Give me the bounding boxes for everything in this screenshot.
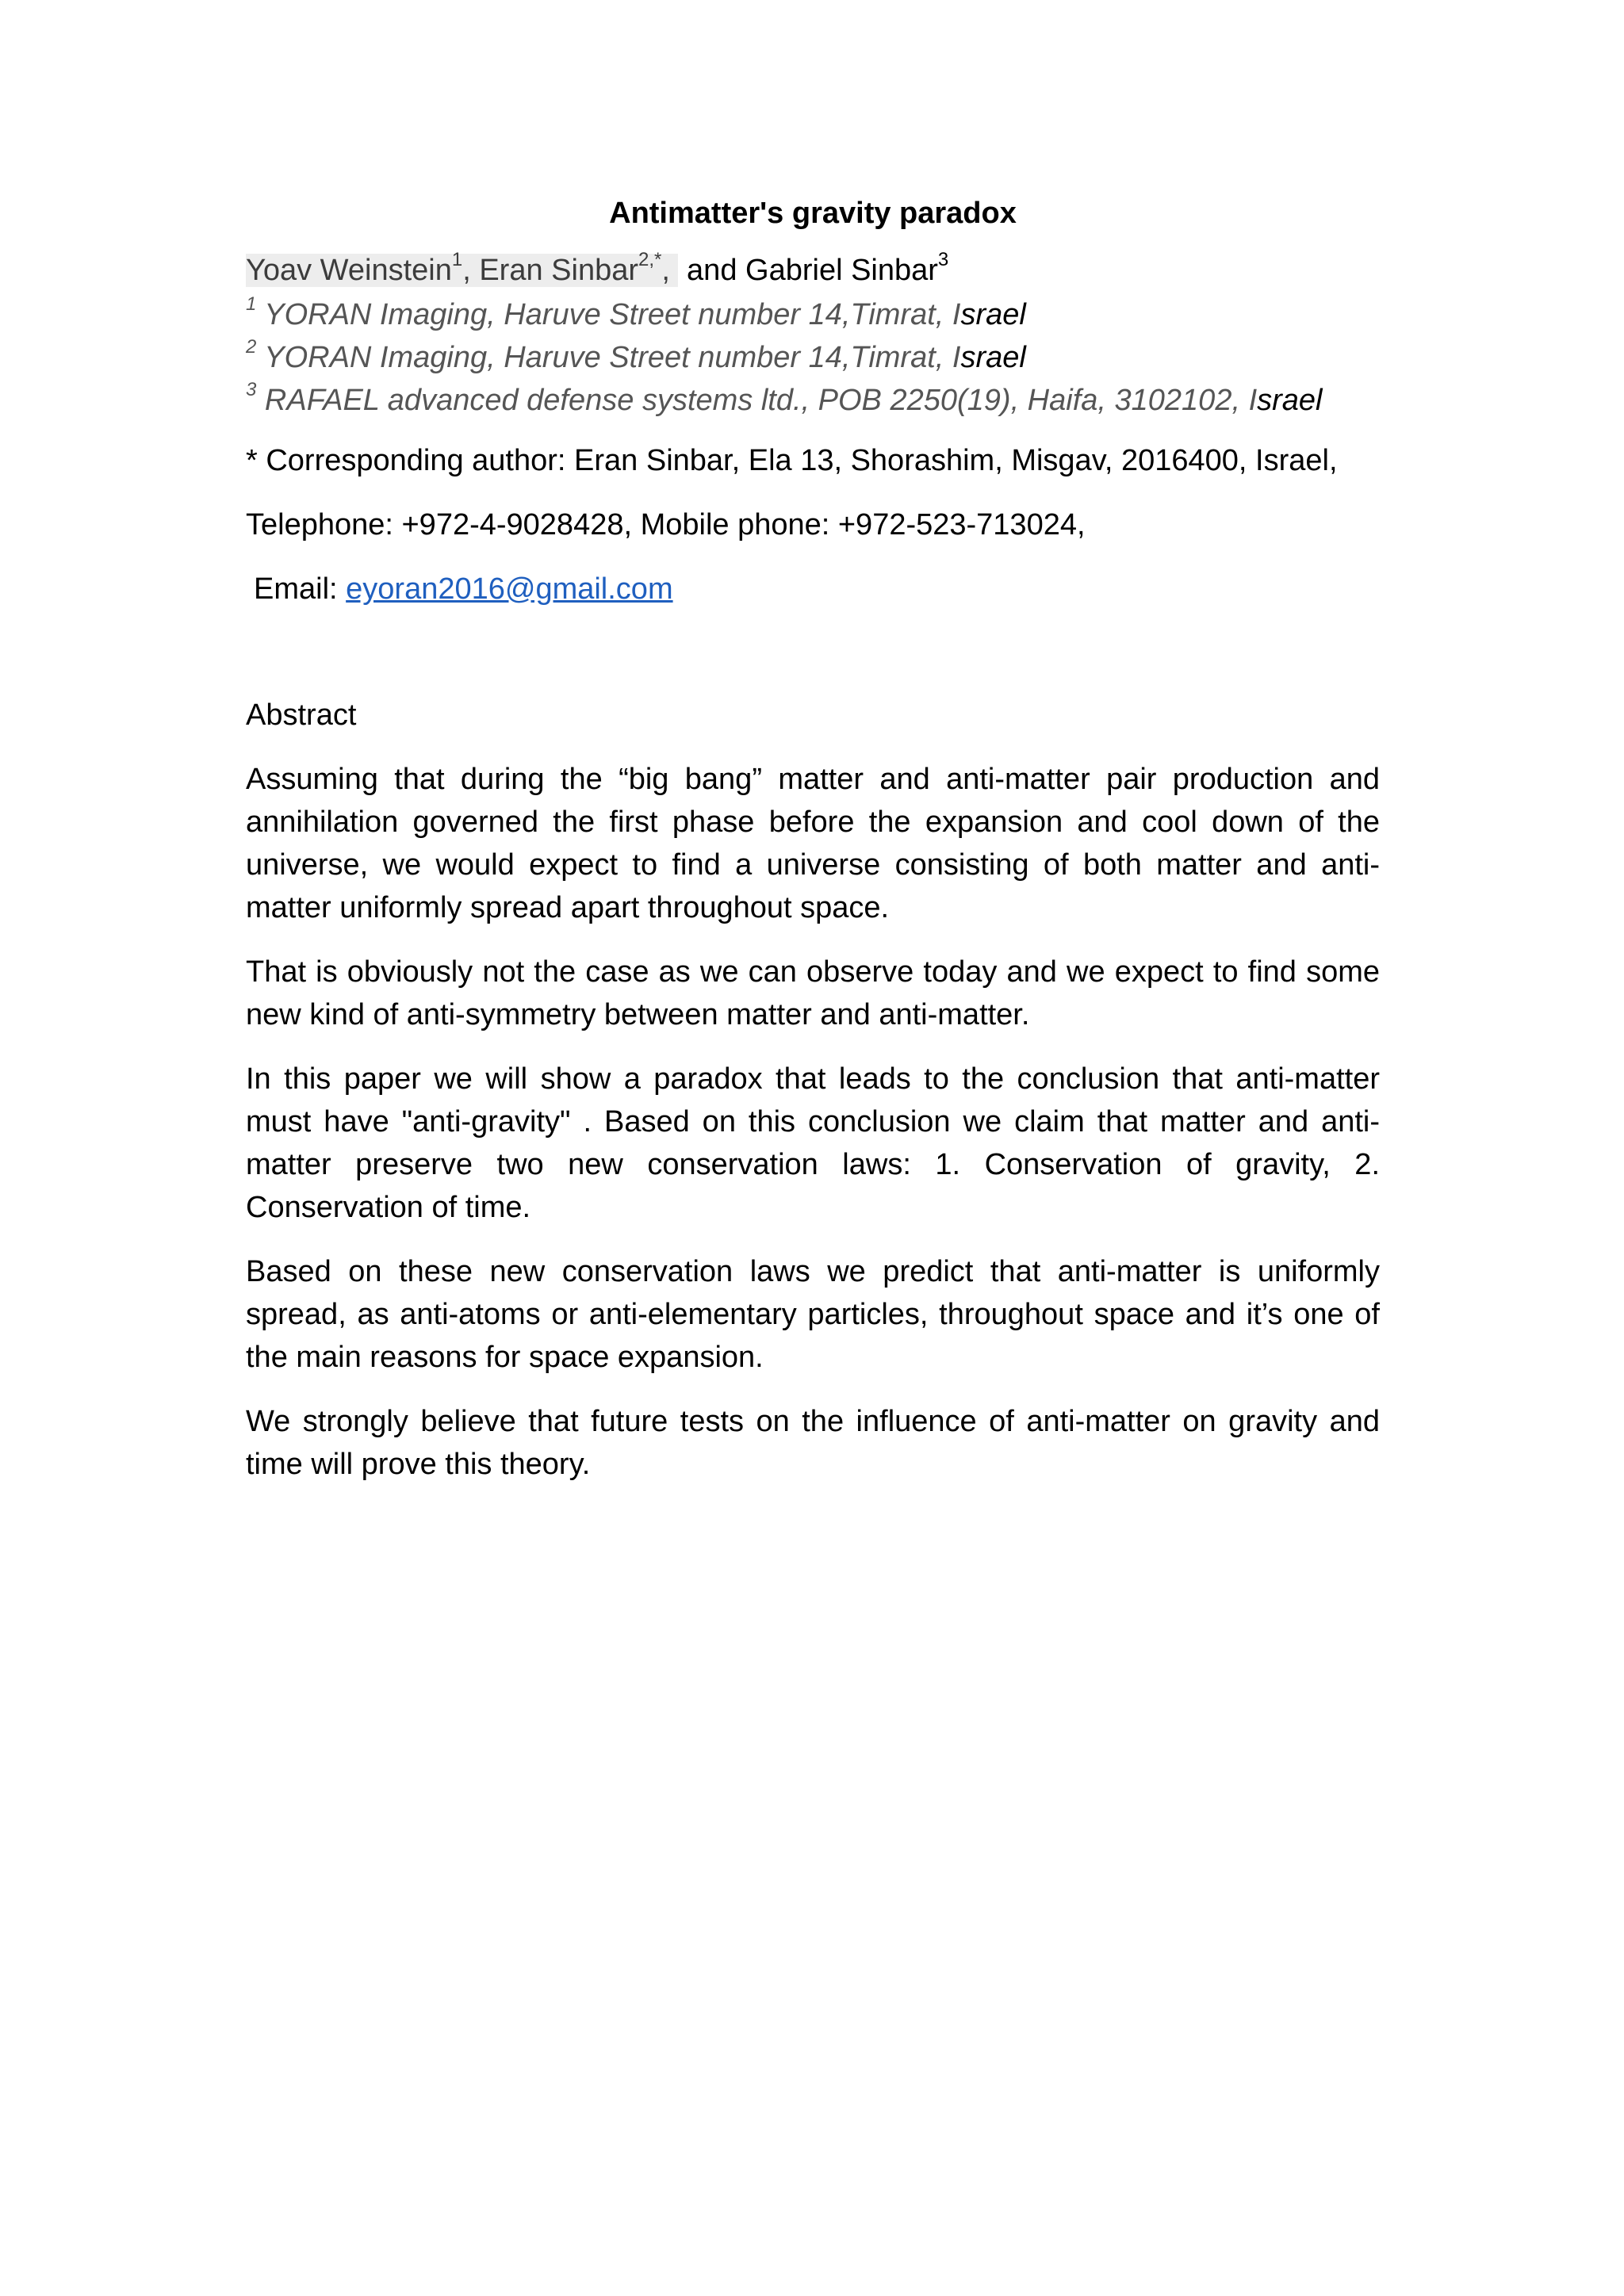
telephone-line: Telephone: +972-4-9028428, Mobile phone: +972-523-713024, [246,508,1086,541]
author-affiliation-mark: 1 [451,249,463,271]
author-name: Gabriel Sinbar [745,254,938,287]
corresponding-author: * Corresponding author: Eran Sinbar, Ela 13, Shorashim, Misgav, 2016400, Israel, [246,444,1338,477]
affiliation-tail: srael [1257,384,1323,417]
author-list [246,247,1380,293]
author-affiliation-mark: 2,* [638,249,662,271]
abstract-heading: Abstract [246,698,357,732]
affiliation-text: YORAN Imaging, Haruve Street number 14,Timrat, I [264,298,961,331]
paper-title: Antimatter's gravity paradox [609,197,1017,230]
affiliation-line [246,293,1380,336]
affiliation-mark: 1 [246,293,257,316]
abstract-paragraph: That is obviously not the case as we can observe today and we expect to find some new kind of anti-symmetry between matter and anti-matter. [246,955,1380,1031]
affiliation-text: RAFAEL advanced defense systems ltd., POB 2250(19), Haifa, 3102102, I [264,384,1258,417]
author-affiliation-mark: 3 [937,249,949,271]
affiliation-mark: 3 [246,379,257,401]
abstract-body [246,758,1380,1486]
abstract-paragraph: We strongly believe that future tests on the influence of anti-matter on gravity and time will prove this theory. [246,1405,1380,1481]
author-name: Eran Sinbar [479,254,638,287]
email-link[interactable]: eyoran2016@gmail.com [346,572,673,606]
affiliation-text: YORAN Imaging, Haruve Street number 14,Timrat, I [264,341,961,374]
author-name: Yoav Weinstein [246,254,452,287]
affiliation-tail: srael [960,298,1026,331]
email-line [246,568,1380,610]
highlighted-authors: Yoav Weinstein$^1$, Eran Sinbar$^{2,*}$, [246,249,679,287]
affiliation-mark: 2 [246,336,257,358]
email-label: Email: [254,572,338,606]
paper-page [246,190,1380,1507]
abstract-paragraph: Assuming that during the “big bang” matter and anti-matter pair production and annihilation governed the first phase before the expansion and cool down of the universe, we would expect to find a universe consisting of both matter and anti-matter uniformly spread apart throughout space. [246,763,1380,924]
affiliation-list [246,293,1380,422]
abstract-paragraph: Based on these new conservation laws we predict that anti-matter is uniformly spread, as anti-atoms or anti-elementary particles, throughout space and it’s one of the main reasons for space expansion. [246,1255,1380,1374]
affiliation-line [246,379,1380,422]
affiliation-tail: srael [960,341,1026,374]
abstract-paragraph: In this paper we will show a paradox that leads to the conclusion that anti-matter must have "anti-gravity" . Based on this conclusion we claim that matter and anti-matter preserve two new conservation laws: 1. Conservation of gravity, 2. Conservation of time. [246,1062,1380,1224]
affiliation-line [246,336,1380,379]
author-connector: and [687,254,737,287]
